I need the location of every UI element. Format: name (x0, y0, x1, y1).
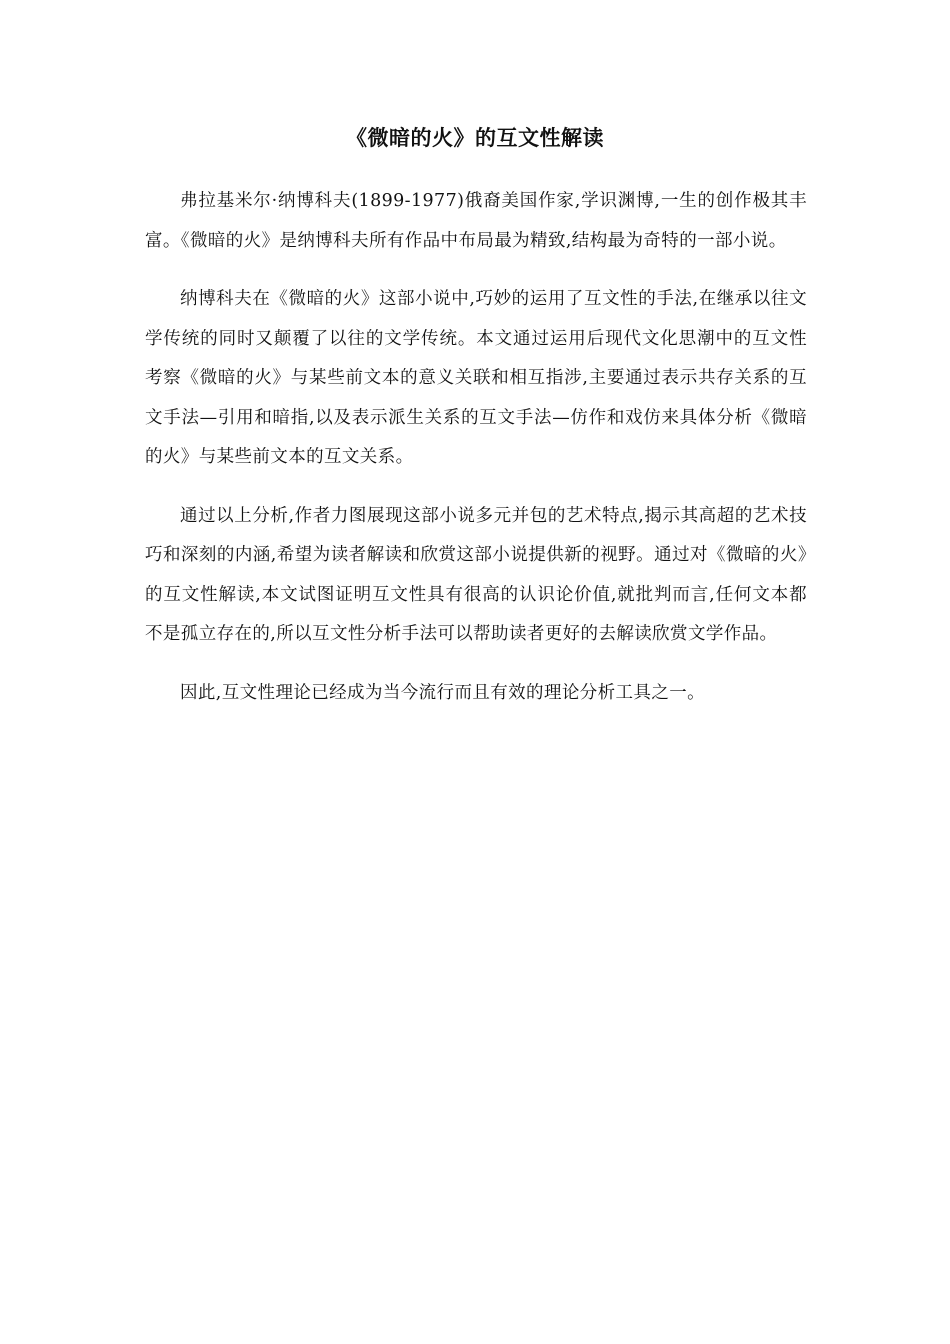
paragraph-4: 因此,互文性理论已经成为当今流行而且有效的理论分析工具之一。 (180, 682, 706, 703)
document-title: 《微暗的火》的互文性解读 (346, 126, 604, 150)
document-body (145, 182, 807, 732)
paragraph-3: 通过以上分析,作者力图展现这部小说多元并包的艺术特点,揭示其高超的艺术技巧和深刻的内涵,希望为读者解读和欣赏这部小说提供新的视野。通过对《微暗的火》的互文性解读,本文试图证明互文性具有很高的认识论价值,就批判而言,任何文本都不是孤立存在的,所以互文性分析手法可以帮助读者更好的去解读欣赏文学作品。 (145, 505, 807, 644)
paragraph-2: 纳博科夫在《微暗的火》这部小说中,巧妙的运用了互文性的手法,在继承以往文学传统的同时又颠覆了以往的文学传统。本文通过运用后现代文化思潮中的互文性考察《微暗的火》与某些前文本的意义关联和相互指涉,主要通过表示共存关系的互文手法—引用和暗指,以及表示派生关系的互文手法—仿作和戏仿来具体分析《微暗的火》与某些前文本的互文关系。 (145, 289, 807, 467)
paragraph-1: 弗拉基米尔·纳博科夫(1899-1977)俄裔美国作家,学识渊博,一生的创作极其丰富。《微暗的火》是纳博科夫所有作品中布局最为精致,结构最为奇特的一部小说。 (145, 191, 807, 251)
